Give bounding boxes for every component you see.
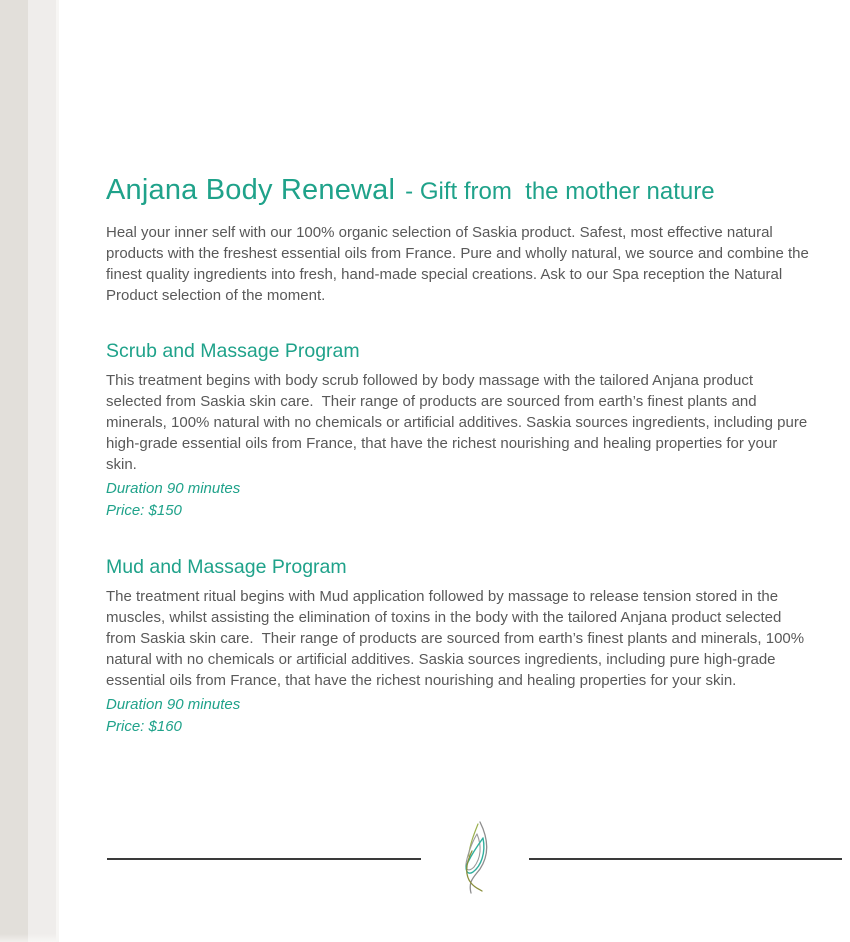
footer-divider: [107, 820, 842, 896]
title-subtitle: - Gift from the mother nature: [405, 178, 715, 205]
duration-text: Duration 90 minutes: [106, 480, 241, 497]
price-text: Price: $160: [106, 718, 182, 735]
page-edge-inner-band: [28, 0, 56, 942]
page-edge-outer-band: [0, 0, 28, 942]
duration-text: Duration 90 minutes: [106, 696, 241, 713]
divider-line-right: [529, 858, 843, 860]
section-heading: Scrub and Massage Program: [106, 340, 360, 362]
page-content: [106, 168, 812, 738]
section-mud-and-massage: [106, 555, 812, 738]
section-description: The treatment ritual begins with Mud application followed by massage to release tension stored in the muscles, whilst assisting the elimination of toxins in the body with the tailored Anjana product selected from Saskia skin care. Their range of products are sourced from earth’s finest plants and minerals, 100% natural with no chemicals or artificial additives. Saskia sources ingredients, including pure high-grade essential oils from France, that have the richest nourishing and healing properties for your skin.: [106, 588, 809, 689]
page-title: [106, 168, 812, 212]
section-description: This treatment begins with body scrub followed by body massage with the tailored Anjana product selected from Saskia skin care. Their range of products are sourced from earth’s finest plants and minerals, 100% natural with no chemicals or artificial additives. Saskia sources ingredients, including pure high-grade essential oils from France, that have the richest nourishing and healing properties for your skin.: [106, 372, 812, 473]
title-main: Anjana Body Renewal: [106, 174, 396, 206]
section-scrub-and-massage: [106, 339, 812, 522]
intro-paragraph: Heal your inner self with our 100% organic selection of Saskia product. Safest, most effective natural products with the freshest essential oils from France. Pure and wholly natural, we source and combine the finest quality ingredients into fresh, hand-made special creations. Ask to our Spa reception the Natural Product selection of the moment.: [106, 224, 814, 304]
divider-line-left: [107, 858, 421, 860]
leaf-logo-icon: [421, 820, 529, 896]
page-edge-hairline: [56, 0, 59, 942]
price-text: Price: $150: [106, 502, 182, 519]
section-heading: Mud and Massage Program: [106, 556, 347, 578]
